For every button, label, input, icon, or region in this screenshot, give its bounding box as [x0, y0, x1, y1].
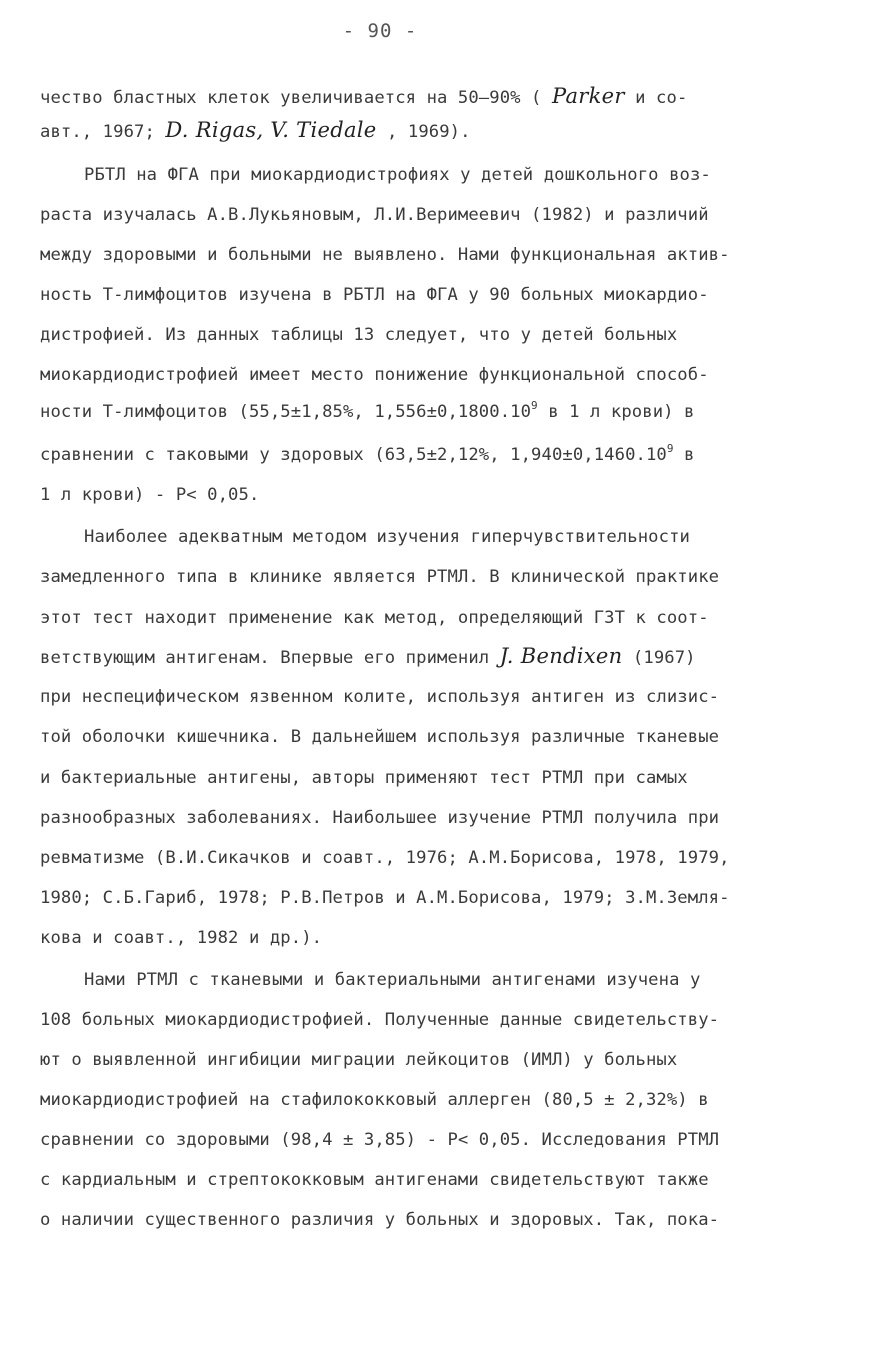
text-line [40, 81, 840, 111]
text-line [40, 641, 840, 671]
text-segment: в [673, 445, 695, 465]
text-line: кова и соавт., 1982 и др.). [40, 928, 323, 948]
text-line: ность Т-лимфоцитов изучена в РБТЛ на ФГА у 90 больных миокардио- [40, 285, 709, 305]
text-line: сравнении со здоровыми (98,4 ± 3,85) - P< 0,05. Исследования РТМЛ [40, 1130, 720, 1150]
text-line: с кардиальным и стрептококковым антигенами свидетельствуют также [40, 1170, 709, 1190]
handwritten-name-parker: Parker [551, 84, 625, 108]
text-line: миокардиодистрофией имеет место понижение функциональной способ- [40, 365, 709, 385]
text-line: той оболочки кишечника. В дальнейшем используя различные тканевые [40, 727, 720, 747]
superscript: 9 [666, 442, 674, 455]
page-number: - 90 - [342, 20, 418, 42]
text-segment: сравнении с таковыми у здоровых (63,5±2,12%, 1,940±0,1460.10 [40, 445, 667, 465]
text-line [40, 115, 840, 145]
text-line: раста изучалась А.В.Лукьяновым, Л.И.Веримеевич (1982) и различий [40, 205, 709, 225]
text-line: о наличии существенного различия у больных и здоровых. Так, пока- [40, 1210, 720, 1230]
text-segment: ветствующим антигенам. Впервые его применил [40, 648, 500, 668]
text-line: этот тест находит применение как метод, определяющий ГЗТ к соот- [40, 608, 709, 628]
text-line: Нами РТМЛ с тканевыми и бактериальными антигенами изучена у [84, 970, 701, 990]
text-line: 1980; С.Б.Гариб, 1978; Р.В.Петров и А.М.Борисова, 1979; З.М.Земля- [40, 888, 730, 908]
text-segment: авт., 1967; [40, 122, 166, 142]
text-line: разнообразных заболеваниях. Наибольшее изучение РТМЛ получила при [40, 808, 720, 828]
text-segment: ности Т-лимфоцитов (55,5±1,85%, 1,556±0,1800.10 [40, 402, 532, 422]
text-segment: в 1 л крови) в [537, 402, 695, 422]
text-line: ревматизме (В.И.Сикачков и соавт., 1976; А.М.Борисова, 1978, 1979, [40, 848, 730, 868]
text-line: и бактериальные антигены, авторы применяют тест РТМЛ при самых [40, 768, 688, 788]
text-line: замедленного типа в клинике является РТМЛ. В клинической практике [40, 567, 720, 587]
text-line: дистрофией. Из данных таблицы 13 следует, что у детей больных [40, 325, 678, 345]
text-line: 108 больных миокардиодистрофией. Полученные данные свидетельству- [40, 1010, 720, 1030]
text-segment: , 1969). [376, 122, 471, 142]
text-line: при неспецифическом язвенном колите, используя антиген из слизис- [40, 687, 720, 707]
text-segment: чество бластных клеток увеличивается на 50–90% ( [40, 88, 552, 108]
text-line: между здоровыми и больными не выявлено. Нами функциональная актив- [40, 245, 730, 265]
handwritten-name-bendixen: J. Bendixen [499, 644, 623, 668]
text-line: Наиболее адекватным методом изучения гиперчувствительности [84, 527, 690, 547]
text-segment: (1967) [622, 648, 696, 668]
text-line [40, 397, 840, 427]
text-segment: и со- [624, 88, 688, 108]
text-line: РБТЛ на ФГА при миокардиодистрофиях у детей дошкольного воз- [84, 165, 711, 185]
superscript: 9 [531, 399, 538, 412]
text-line: ют о выявленной ингибиции миграции лейкоцитов (ИМЛ) у больных [40, 1050, 678, 1070]
text-line: миокардиодистрофией на стафилококковый аллерген (80,5 ± 2,32%) в [40, 1090, 709, 1110]
handwritten-name-rigas-tiedale: D. Rigas, V. Tiedale [165, 118, 377, 142]
text-line: 1 л крови) - P< 0,05. [40, 485, 260, 505]
text-line [40, 440, 840, 470]
